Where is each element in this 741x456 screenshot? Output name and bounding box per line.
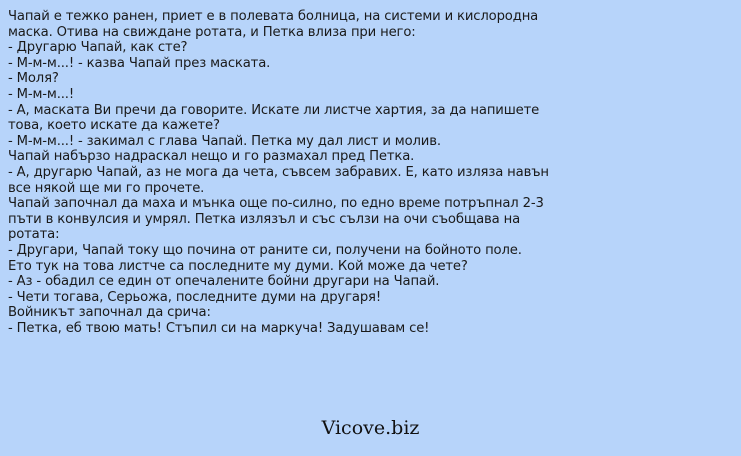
joke-text: Чапай е тежко ранен, приет е в полевата болница, на системи и кислородна маска. Отива на свиждане ротата, и Петка влиза при него: - Другарю Чапай, как сте? - М-м-м...! - казва Чапай през маската. - Моля? - М-м-м...! - А, маската Ви пречи да говорите. Искате ли листче хартия, за да напишете това, което искате да кажете? - М-м-м...! - закимал с глава Чапай. Петка му дал лист и молив. Чапай набързо надраскал нещо и го размахал пред Петка. - А, другарю Чапай, аз не мога да чета, съвсем забравих. Е, като изляза навън все някой ще ми го прочете. Чапай започнал да маха и мънка още по-силно, по едно време потръпнал 2-3 пъти в конвулсия и умрял. Петка излязъл и със сълзи на очи съобщава на ротата: - Другари, Чапай току що почина от раните си, получени на бойното поле. Ето тук на това листче са последните му думи. Кой може да чете? - Аз - обадил се един от опечалените бойни другари на Чапай. - Чети тогава, Серьожа, последните думи на другаря! Войникът започнал да срича: - Петка, еб твою мать! Стъпил си на маркуча! Задушавам се! [8,9,549,336]
site-watermark: Vicove.biz [321,417,420,439]
